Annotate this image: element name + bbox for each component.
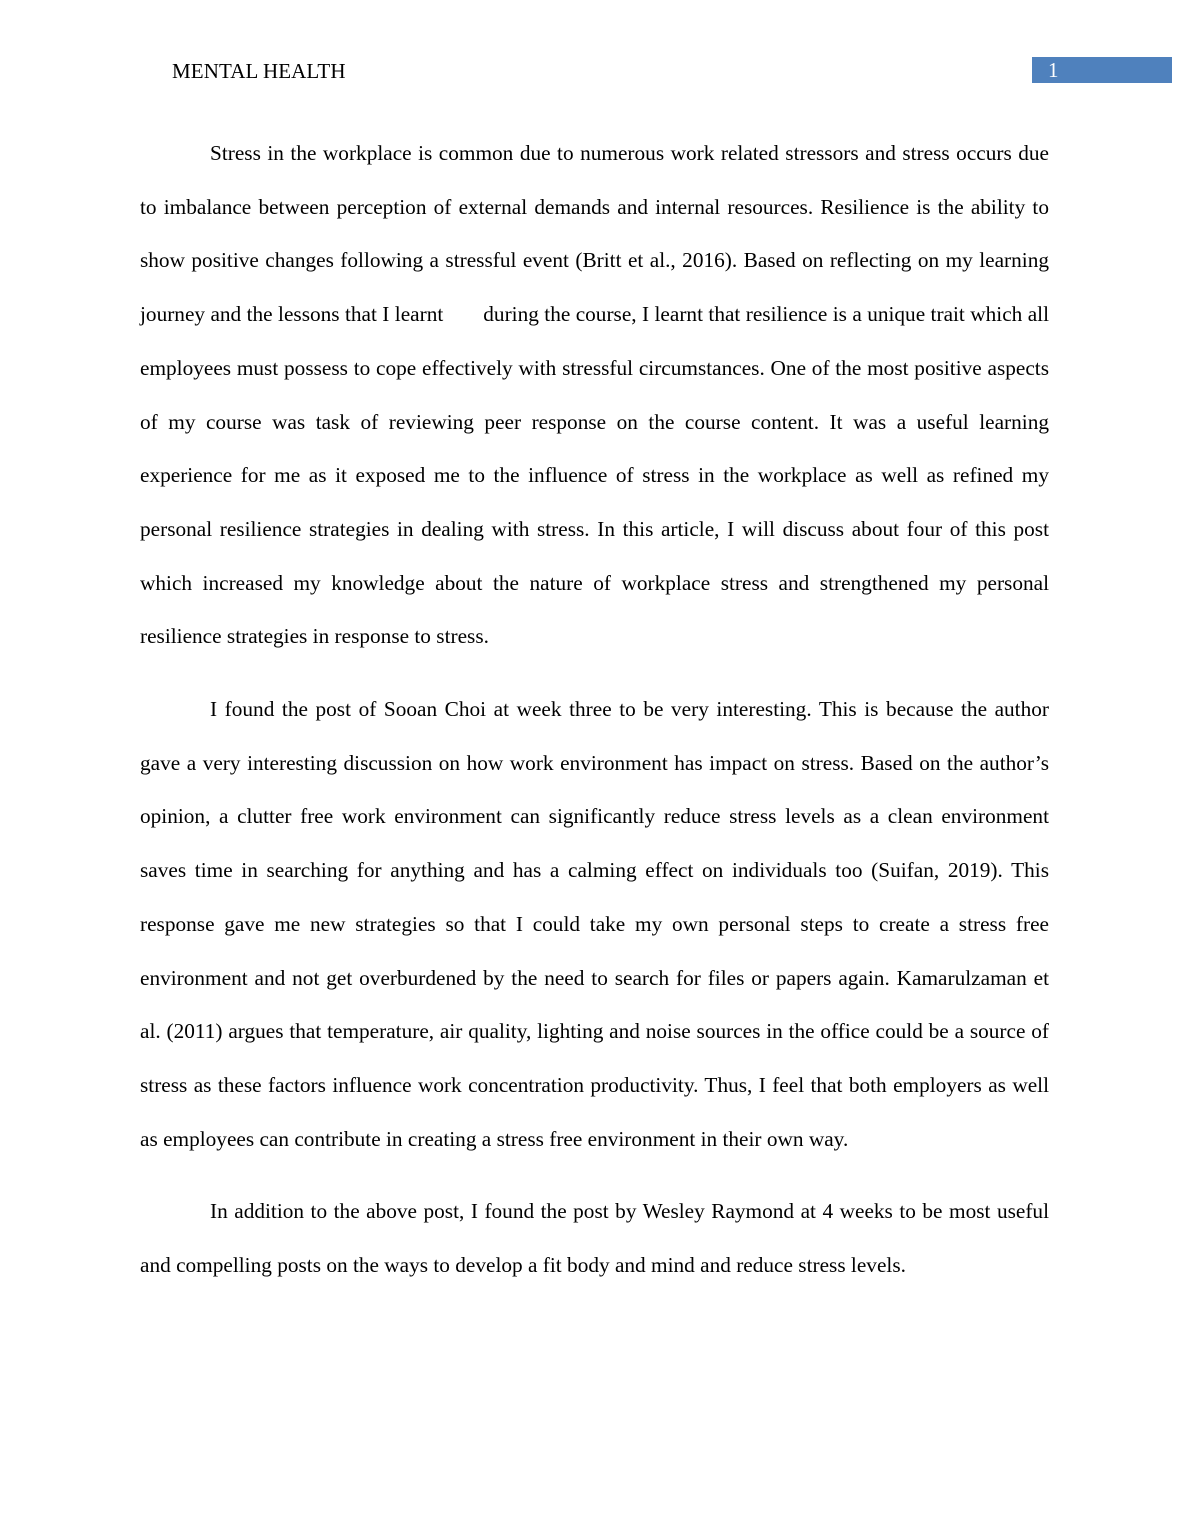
running-head: MENTAL HEALTH [172,59,346,83]
page-number-box [1032,57,1172,83]
paragraph-3: In addition to the above post, I found the post by Wesley Raymond at 4 weeks to be most useful and compelling posts on the ways to develop a fit body and mind and reduce stress levels. [140,1199,1049,1278]
page-number: 1 [1048,58,1059,82]
paragraph-1-part-1: Stress in the workplace is common due to numerous work related stressors and stress occurs due to imbalance between perception of external demands and internal resources. Resilience is the ability to show positive changes following a stressful event (Britt et al., 2016). Based on reflecting on my learning journey and the lessons that I learnt [140,141,1049,327]
paragraph-1-part-2: during the course, I learnt that resilience is a unique trait which all employees must possess to cope effectively with stressful circumstances. One of the most positive aspects of my course was task of reviewing peer response on the course content. It was a useful learning experience for me as it exposed me to the influence of stress in the workplace as well as refined my personal resilience strategies in dealing with stress. In this article, I will discuss about four of this post which increased my knowledge about the nature of workplace stress and strengthened my personal resilience strategies in response to stress. [140,302,1049,649]
paragraph-2: I found the post of Sooan Choi at week three to be very interesting. This is because the author gave a very interesting discussion on how work environment has impact on stress. Based on the author’s opinion, a clutter free work environment can significantly reduce stress levels as a clean environment saves time in searching for anything and has a calming effect on individuals too (Suifan, 2019). This response gave me new strategies so that I could take my own personal steps to create a stress free environment and not get overburdened by the need to search for files or papers again. Kamarulzaman et al. (2011) argues that temperature, air quality, lighting and noise sources in the office could be a source of stress as these factors influence work concentration productivity. Thus, I feel that both employers as well as employees can contribute in creating a stress free environment in their own way. [140,697,1049,1151]
document-body [140,127,1049,1293]
paragraph-1 [140,127,1049,664]
